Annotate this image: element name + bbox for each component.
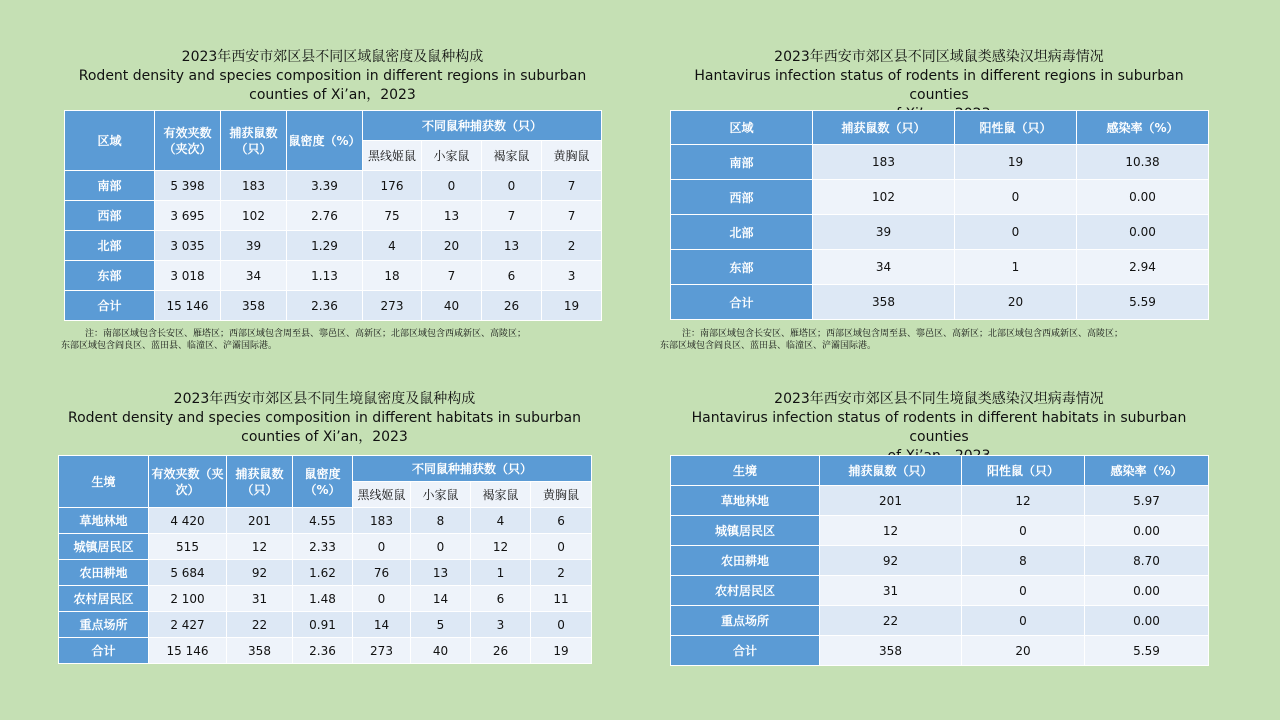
- col-header-species-group: 不同鼠种捕获数（只）: [353, 456, 592, 482]
- note-line2: 东部区域包含阎良区、蓝田县、临潼区、浐灞国际港。: [660, 341, 877, 351]
- cell-rate: 2.94: [1077, 250, 1209, 285]
- cell-traps: 15 146: [149, 638, 227, 664]
- cell-traps: 4 420: [149, 508, 227, 534]
- cell-density: 2.76: [287, 201, 363, 231]
- cell-s2: 13: [411, 560, 471, 586]
- col-header-species-2: 小家鼠: [411, 482, 471, 508]
- cell-positive: 0: [955, 215, 1077, 250]
- cell-s3: 0: [482, 171, 542, 201]
- row-label: 西部: [65, 201, 155, 231]
- cell-density: 2.36: [287, 291, 363, 321]
- title-en-line2: counties of Xi’an，2023: [241, 429, 408, 445]
- col-header-habitat: 生境: [59, 456, 149, 508]
- cell-captured: 92: [227, 560, 293, 586]
- cell-rate: 10.38: [1077, 145, 1209, 180]
- row-label: 城镇居民区: [59, 534, 149, 560]
- col-header-positive: 阳性鼠（只）: [962, 456, 1085, 486]
- cell-s2: 40: [411, 638, 471, 664]
- table-row: [59, 560, 592, 586]
- table-row: [65, 201, 602, 231]
- cell-s1: 183: [353, 508, 411, 534]
- title-en-line1: Rodent density and species composition in different regions in suburban: [78, 68, 587, 84]
- habitat-infection-table: [670, 455, 1209, 666]
- region-infection-table: [670, 110, 1209, 320]
- table-row: [59, 586, 592, 612]
- panel-title: [58, 390, 591, 447]
- cell-s4: 2: [542, 231, 602, 261]
- cell-captured: 34: [813, 250, 955, 285]
- table-row: [671, 516, 1209, 546]
- cell-s1: 273: [353, 638, 411, 664]
- cell-s4: 3: [542, 261, 602, 291]
- panel-habitat-infection: [670, 390, 1208, 658]
- cell-traps: 515: [149, 534, 227, 560]
- note-line1: 注：南部区域包含长安区、雁塔区；西部区域包含周至县、鄠邑区、高新区；北部区域包含西咸新区、高陵区；: [682, 329, 1124, 339]
- table-row: [59, 534, 592, 560]
- table-row: [671, 576, 1209, 606]
- col-header-traps: 有效夹数（夹次）: [155, 111, 221, 171]
- col-header-species-1: 黑线姬鼠: [363, 141, 422, 171]
- row-label: 农田耕地: [671, 546, 820, 576]
- col-header-species-4: 黄胸鼠: [542, 141, 602, 171]
- table-row: [59, 612, 592, 638]
- title-cn: 2023年西安市郊区县不同生境鼠类感染汉坦病毒情况: [774, 391, 1104, 407]
- col-header-density: 鼠密度（%）: [287, 111, 363, 171]
- title-en-line1: Hantavirus infection status of rodents in different regions in suburban counties: [694, 68, 1184, 103]
- cell-s3: 1: [471, 560, 531, 586]
- cell-captured: 183: [221, 171, 287, 201]
- cell-density: 1.62: [293, 560, 353, 586]
- panel-habitat-density: [58, 390, 591, 658]
- cell-s3: 26: [482, 291, 542, 321]
- table-row: [65, 291, 602, 321]
- col-header-captured: 捕获鼠数（只）: [227, 456, 293, 508]
- table-row: [65, 231, 602, 261]
- cell-s1: 14: [353, 612, 411, 638]
- cell-s3: 12: [471, 534, 531, 560]
- cell-traps: 15 146: [155, 291, 221, 321]
- title-cn: 2023年西安市郊区县不同区域鼠密度及鼠种构成: [181, 49, 484, 65]
- cell-s4: 7: [542, 201, 602, 231]
- cell-s1: 0: [353, 586, 411, 612]
- cell-captured: 39: [221, 231, 287, 261]
- row-label: 东部: [671, 250, 813, 285]
- cell-s4: 0: [531, 612, 592, 638]
- cell-captured: 358: [820, 636, 962, 666]
- cell-positive: 8: [962, 546, 1085, 576]
- row-label: 西部: [671, 180, 813, 215]
- cell-s1: 75: [363, 201, 422, 231]
- row-label: 农村居民区: [671, 576, 820, 606]
- cell-s2: 8: [411, 508, 471, 534]
- cell-s3: 7: [482, 201, 542, 231]
- col-header-positive: 阳性鼠（只）: [955, 111, 1077, 145]
- row-label: 北部: [65, 231, 155, 261]
- cell-traps: 5 398: [155, 171, 221, 201]
- table-row: [671, 215, 1209, 250]
- cell-s1: 18: [363, 261, 422, 291]
- cell-density: 3.39: [287, 171, 363, 201]
- cell-rate: 5.97: [1085, 486, 1209, 516]
- cell-s2: 7: [422, 261, 482, 291]
- table-row: [671, 180, 1209, 215]
- cell-s4: 0: [531, 534, 592, 560]
- cell-s3: 4: [471, 508, 531, 534]
- region-density-table: [64, 110, 602, 321]
- cell-captured: 358: [813, 285, 955, 320]
- col-header-captured: 捕获鼠数（只）: [221, 111, 287, 171]
- cell-positive: 1: [955, 250, 1077, 285]
- table-row: [671, 486, 1209, 516]
- cell-s1: 76: [353, 560, 411, 586]
- cell-s3: 6: [471, 586, 531, 612]
- cell-traps: 3 695: [155, 201, 221, 231]
- cell-captured: 358: [221, 291, 287, 321]
- cell-s4: 6: [531, 508, 592, 534]
- cell-density: 1.48: [293, 586, 353, 612]
- col-header-region: 区域: [65, 111, 155, 171]
- col-header-species-4: 黄胸鼠: [531, 482, 592, 508]
- cell-positive: 19: [955, 145, 1077, 180]
- col-header-density: 鼠密度（%）: [293, 456, 353, 508]
- table-note: [61, 328, 606, 352]
- cell-density: 1.13: [287, 261, 363, 291]
- table-row: [671, 285, 1209, 320]
- table-row: [65, 171, 602, 201]
- cell-s4: 2: [531, 560, 592, 586]
- cell-positive: 0: [962, 606, 1085, 636]
- col-header-traps: 有效夹数（夹次）: [149, 456, 227, 508]
- cell-s4: 11: [531, 586, 592, 612]
- cell-traps: 2 100: [149, 586, 227, 612]
- col-header-rate: 感染率（%）: [1077, 111, 1209, 145]
- row-label: 东部: [65, 261, 155, 291]
- table-row: [671, 145, 1209, 180]
- cell-s1: 4: [363, 231, 422, 261]
- title-cn: 2023年西安市郊区县不同区域鼠类感染汉坦病毒情况: [774, 49, 1104, 65]
- cell-traps: 5 684: [149, 560, 227, 586]
- cell-captured: 12: [227, 534, 293, 560]
- cell-captured: 183: [813, 145, 955, 180]
- panel-title: [64, 48, 601, 105]
- table-row: [671, 606, 1209, 636]
- row-label: 草地林地: [671, 486, 820, 516]
- title-en-line1: Rodent density and species composition in different habitats in suburban: [68, 410, 581, 426]
- table-row: [59, 638, 592, 664]
- cell-density: 2.36: [293, 638, 353, 664]
- cell-rate: 0.00: [1085, 606, 1209, 636]
- cell-s4: 19: [531, 638, 592, 664]
- cell-rate: 5.59: [1085, 636, 1209, 666]
- col-header-species-group: 不同鼠种捕获数（只）: [363, 111, 602, 141]
- table-row: [59, 508, 592, 534]
- cell-s4: 7: [542, 171, 602, 201]
- cell-positive: 20: [962, 636, 1085, 666]
- cell-captured: 358: [227, 638, 293, 664]
- cell-s2: 40: [422, 291, 482, 321]
- cell-s3: 6: [482, 261, 542, 291]
- cell-positive: 0: [962, 516, 1085, 546]
- row-label: 南部: [65, 171, 155, 201]
- col-header-rate: 感染率（%）: [1085, 456, 1209, 486]
- col-header-captured: 捕获鼠数（只）: [820, 456, 962, 486]
- cell-s1: 176: [363, 171, 422, 201]
- cell-density: 1.29: [287, 231, 363, 261]
- cell-traps: 3 018: [155, 261, 221, 291]
- row-label: 城镇居民区: [671, 516, 820, 546]
- note-line1: 注：南部区域包含长安区、雁塔区；西部区域包含周至县、鄠邑区、高新区；北部区域包含西咸新区、高陵区；: [85, 329, 527, 339]
- cell-rate: 0.00: [1085, 516, 1209, 546]
- row-label: 北部: [671, 215, 813, 250]
- cell-captured: 92: [820, 546, 962, 576]
- cell-s3: 13: [482, 231, 542, 261]
- habitat-density-table: [58, 455, 592, 664]
- row-label: 南部: [671, 145, 813, 180]
- cell-density: 2.33: [293, 534, 353, 560]
- table-row: [65, 261, 602, 291]
- cell-captured: 201: [820, 486, 962, 516]
- cell-s2: 0: [411, 534, 471, 560]
- cell-s2: 13: [422, 201, 482, 231]
- note-line2: 东部区域包含阎良区、蓝田县、临潼区、浐灞国际港。: [61, 341, 278, 351]
- cell-traps: 3 035: [155, 231, 221, 261]
- cell-traps: 2 427: [149, 612, 227, 638]
- cell-positive: 20: [955, 285, 1077, 320]
- row-label: 农田耕地: [59, 560, 149, 586]
- col-header-habitat: 生境: [671, 456, 820, 486]
- row-label: 农村居民区: [59, 586, 149, 612]
- title-cn: 2023年西安市郊区县不同生境鼠密度及鼠种构成: [173, 391, 476, 407]
- cell-captured: 34: [221, 261, 287, 291]
- col-header-species-1: 黑线姬鼠: [353, 482, 411, 508]
- cell-captured: 31: [820, 576, 962, 606]
- col-header-captured: 捕获鼠数（只）: [813, 111, 955, 145]
- cell-captured: 102: [813, 180, 955, 215]
- cell-captured: 201: [227, 508, 293, 534]
- panel-region-infection: [660, 48, 1208, 351]
- cell-s1: 0: [353, 534, 411, 560]
- cell-density: 4.55: [293, 508, 353, 534]
- panel-region-density: [61, 48, 601, 351]
- row-label: 合计: [671, 636, 820, 666]
- cell-s2: 0: [422, 171, 482, 201]
- cell-positive: 0: [955, 180, 1077, 215]
- table-row: [671, 546, 1209, 576]
- cell-captured: 39: [813, 215, 955, 250]
- cell-rate: 0.00: [1077, 215, 1209, 250]
- title-en-line1: Hantavirus infection status of rodents in different habitats in suburban counties: [691, 410, 1187, 445]
- cell-captured: 31: [227, 586, 293, 612]
- row-label: 合计: [65, 291, 155, 321]
- col-header-species-2: 小家鼠: [422, 141, 482, 171]
- col-header-species-3: 褐家鼠: [482, 141, 542, 171]
- cell-rate: 8.70: [1085, 546, 1209, 576]
- cell-s2: 5: [411, 612, 471, 638]
- row-label: 合计: [671, 285, 813, 320]
- cell-s1: 273: [363, 291, 422, 321]
- col-header-region: 区域: [671, 111, 813, 145]
- cell-s3: 3: [471, 612, 531, 638]
- cell-captured: 22: [820, 606, 962, 636]
- col-header-species-3: 褐家鼠: [471, 482, 531, 508]
- cell-rate: 5.59: [1077, 285, 1209, 320]
- table-row: [671, 636, 1209, 666]
- row-label: 重点场所: [671, 606, 820, 636]
- cell-captured: 102: [221, 201, 287, 231]
- row-label: 合计: [59, 638, 149, 664]
- cell-rate: 0.00: [1085, 576, 1209, 606]
- cell-s4: 19: [542, 291, 602, 321]
- cell-s3: 26: [471, 638, 531, 664]
- cell-positive: 12: [962, 486, 1085, 516]
- table-row: [671, 250, 1209, 285]
- cell-positive: 0: [962, 576, 1085, 606]
- title-en-line2: counties of Xi’an，2023: [249, 87, 416, 103]
- table-note: [660, 328, 1208, 352]
- row-label: 重点场所: [59, 612, 149, 638]
- cell-rate: 0.00: [1077, 180, 1209, 215]
- cell-captured: 22: [227, 612, 293, 638]
- cell-s2: 14: [411, 586, 471, 612]
- cell-captured: 12: [820, 516, 962, 546]
- cell-density: 0.91: [293, 612, 353, 638]
- cell-s2: 20: [422, 231, 482, 261]
- row-label: 草地林地: [59, 508, 149, 534]
